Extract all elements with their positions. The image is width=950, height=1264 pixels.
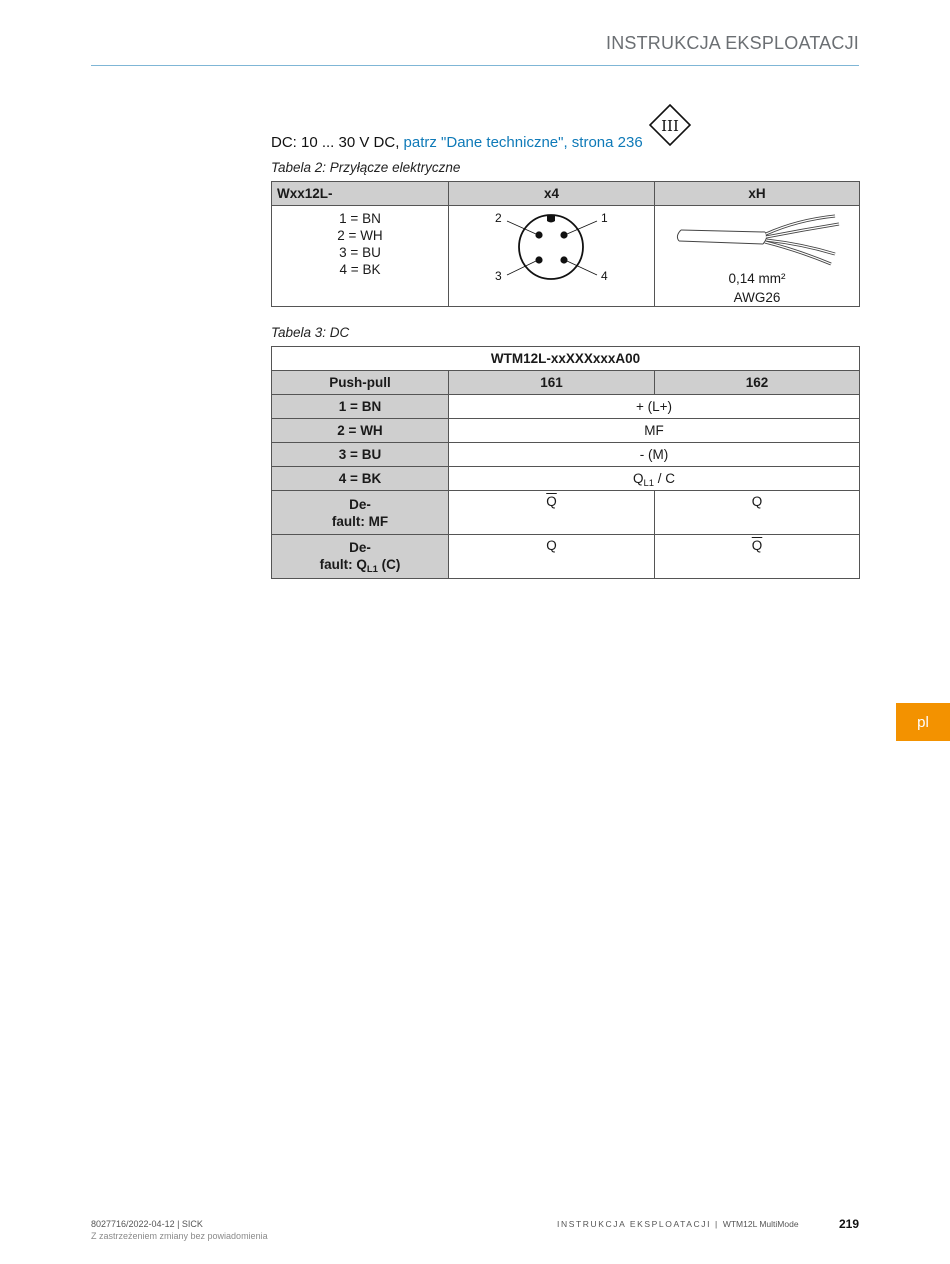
table-row xyxy=(272,535,860,579)
m12-connector-pinout-icon xyxy=(449,207,655,303)
table3-header-label: Push-pull xyxy=(272,371,449,395)
default-ql1-161 xyxy=(449,535,655,579)
row-label-default-mf xyxy=(272,491,449,535)
cable-cell xyxy=(655,206,860,307)
row-label-text: fault: Q xyxy=(319,556,367,572)
pin-label: 2 xyxy=(495,210,502,225)
table3-caption: Tabela 3: DC xyxy=(271,325,350,340)
q-symbol: Q xyxy=(751,494,763,509)
footer-left xyxy=(91,1218,268,1242)
supply-voltage-text xyxy=(271,134,643,151)
document-id: 8027716/2022-04-12 | SICK xyxy=(91,1219,203,1229)
row-label-line: fault: MF xyxy=(331,513,389,529)
table2-header-x4: x4 xyxy=(449,182,655,206)
footer-center xyxy=(557,1219,799,1229)
table2-header-model: Wxx12L- xyxy=(272,182,449,206)
cable-cross-section: 0,14 mm² xyxy=(728,271,786,286)
row-value: - (M) xyxy=(449,443,860,467)
row-label: 2 = WH xyxy=(272,419,449,443)
pin-assignment: 2 = WH xyxy=(337,228,383,243)
pin-assignment: 4 = BK xyxy=(339,262,381,277)
footer-product: WTM12L MultiMode xyxy=(722,1219,799,1229)
output-suffix: / C xyxy=(654,471,676,486)
row-label: 4 = BK xyxy=(272,467,449,491)
pin-label: 1 xyxy=(601,210,608,225)
dc-pinout-table xyxy=(271,346,860,579)
table-row xyxy=(272,443,860,467)
output-subscript: L1 xyxy=(643,478,655,489)
default-mf-161 xyxy=(449,491,655,535)
row-value: + (L+) xyxy=(449,395,860,419)
row-label: 1 = BN xyxy=(272,395,449,419)
default-mf-162 xyxy=(655,491,860,535)
table-row xyxy=(272,395,860,419)
pin-label: 4 xyxy=(601,268,608,283)
m12-connector-cell xyxy=(449,206,655,307)
language-tab-pl[interactable]: pl xyxy=(896,703,950,741)
header-divider xyxy=(91,65,859,66)
table2-caption: Tabela 2: Przyłącze elektryczne xyxy=(271,160,461,175)
pin-assignment-cell xyxy=(272,206,449,307)
table-row xyxy=(272,467,860,491)
row-label-suffix: (C) xyxy=(377,556,401,572)
pin-assignment: 3 = BU xyxy=(339,245,381,260)
table-row xyxy=(272,419,860,443)
protection-class-label: III xyxy=(661,117,679,135)
pin-assignment: 1 = BN xyxy=(339,211,381,226)
output-symbol: Q xyxy=(632,471,644,486)
row-label: 3 = BU xyxy=(272,443,449,467)
table2-header-xh: xH xyxy=(655,182,860,206)
row-value: MF xyxy=(449,419,860,443)
protection-class-iii-icon xyxy=(649,104,691,146)
technical-data-link[interactable]: patrz "Dane techniczne", strona 236 xyxy=(403,134,643,151)
open-cable-icon xyxy=(667,210,847,268)
row-value xyxy=(449,467,860,491)
change-notice: Z zastrzeżeniem zmiany bez powiadomienia xyxy=(91,1231,268,1241)
page-number: 219 xyxy=(838,1217,859,1231)
table3-header-161: 161 xyxy=(449,371,655,395)
electrical-connection-table xyxy=(271,181,860,307)
row-label-line xyxy=(272,556,448,575)
row-label-default-ql1 xyxy=(272,535,449,579)
cable-awg: AWG26 xyxy=(733,290,781,305)
table3-title: WTM12L-xxXXXxxxA00 xyxy=(272,347,860,371)
q-inverted-symbol: $\overline{Q}$ xyxy=(546,494,557,509)
table-row xyxy=(272,491,860,535)
row-label-line: De- xyxy=(349,496,371,512)
page-header-title: INSTRUKCJA EKSPLOATACJI xyxy=(606,33,859,53)
main-content xyxy=(271,100,859,579)
q-symbol: Q xyxy=(546,538,557,553)
supply-voltage-prefix: DC: 10 ... 30 V DC, xyxy=(271,134,404,151)
supply-voltage-line xyxy=(271,100,859,152)
row-label-subscript: L1 xyxy=(366,563,378,575)
footer-doc-type: INSTRUKCJA EKSPLOATACJI | xyxy=(557,1219,723,1229)
q-inverted-symbol: $\overline{Q}$ xyxy=(751,538,763,553)
row-label-line: De- xyxy=(349,539,371,555)
pin-label: 3 xyxy=(495,268,502,283)
table3-header-162: 162 xyxy=(655,371,860,395)
default-ql1-162 xyxy=(655,535,860,579)
